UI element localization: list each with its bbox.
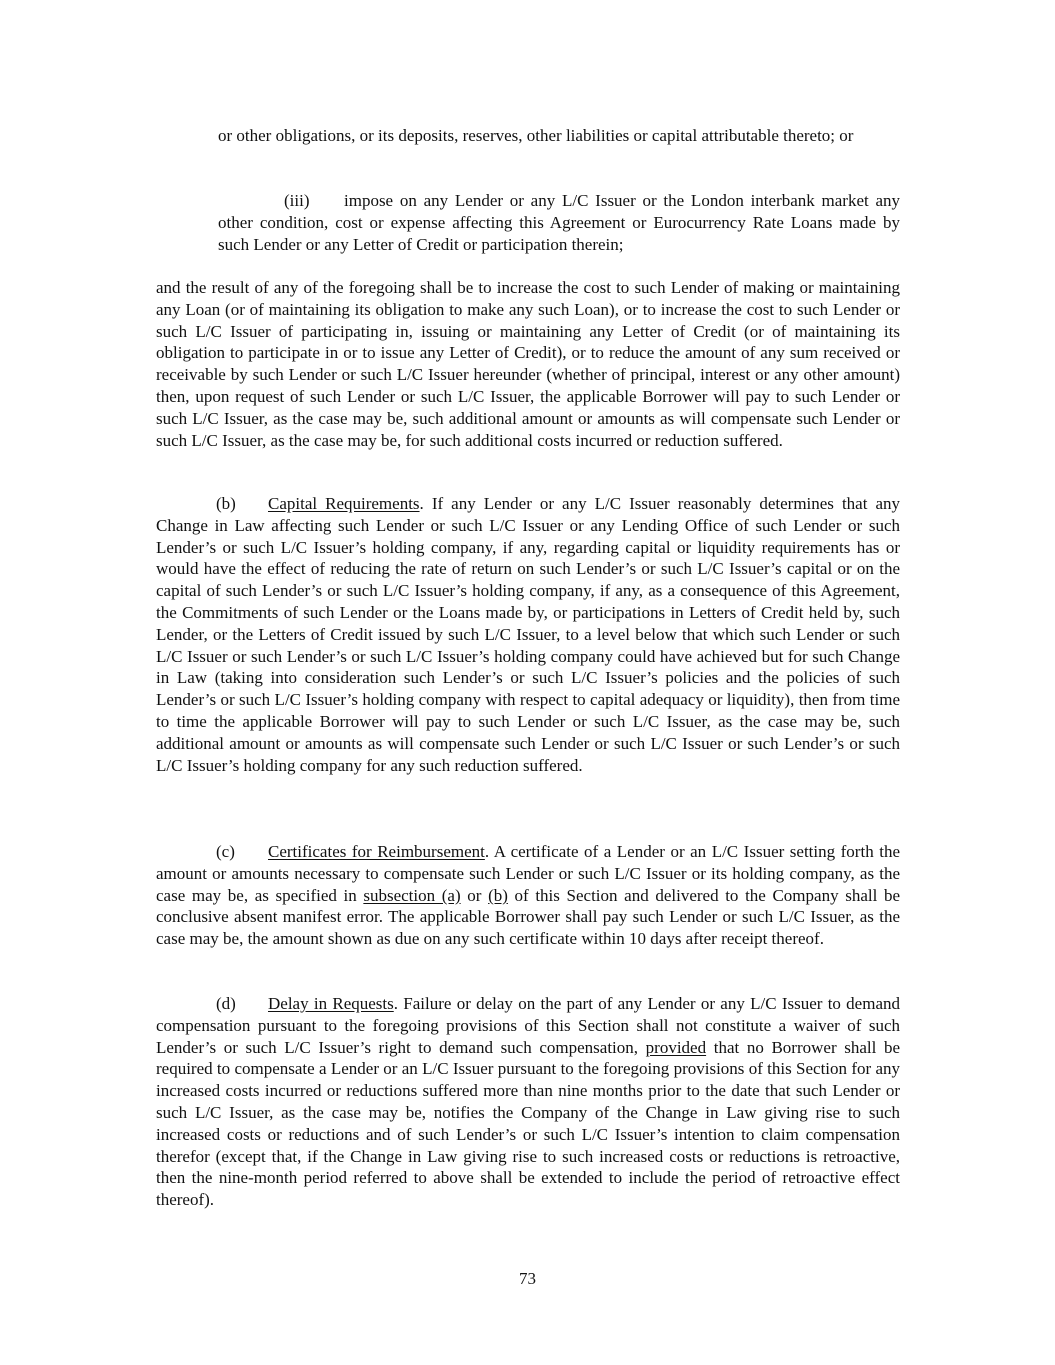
section-b-text: . If any Lender or any L/C Issuer reasonably determines that any Change in Law affecting such Lender or such L/C Issuer or any Lending Office of such Lender or such Lender’s or such L/C Issuer’s holding company, if any, regarding capital or liquidity requirements has or would have the effect of reducing the rate of return on such Lender’s or such L/C Issuer’s capital or on the capital of such Lender’s or such L/C Issuer’s holding company, if any, as a consequence of this Agreement, the Commitments of such Lender or the Loans made by, or participations in Letters of Credit held by, such Lender, or the Letters of Credit issued by such L/C Issuer, to a level below that which such Lender or such L/C Issuer or such Lender’s or such L/C Issuer’s holding company could have achieved but for such Change in Law (taking into consideration such Lender’s or such L/C Issuer’s policies and the policies of such Lender’s or such L/C Issuer’s holding company with respect to capital adequacy or liquidity), then from time to time the applicable Borrower will pay to such Lender or such L/C Issuer, as the case may be, such additional amount or amounts as will compensate such Lender or such L/C Issuer or such Lender’s or such L/C Issuer’s holding company for any such reduction suffered. <box>156 494 900 775</box>
section-d-text-part-1: . Failure or delay on the part of any Lender or any L/C Issuer to demand compensation pursuant to the foregoing provisions of this Section shall not constitute a waiver of such Lender’s or such L/C Issuer’s right to demand such compensation, <box>156 994 900 1057</box>
clause-iii-number: (iii) <box>284 191 310 210</box>
section-d-heading: Delay in Requests <box>268 994 394 1013</box>
section-c-heading: Certificates for Reimbursement <box>268 842 485 861</box>
section-c-text-part-1: . A certificate of a Lender or an L/C Issuer setting forth the amount or amounts necessary to compensate such Lender or such L/C Issuer or its holding company, as the case may be, as specified in <box>156 842 900 905</box>
proviso-term: provided <box>645 1037 707 1057</box>
section-d-label: (d) <box>216 994 236 1013</box>
section-b-label: (b) <box>216 494 236 513</box>
section-b-capital-requirements <box>156 493 900 776</box>
subsection-b-reference: (b) <box>488 885 508 905</box>
page-number: 73 <box>519 1269 536 1288</box>
section-d-delay-in-requests <box>156 993 900 1211</box>
section-c-text-part-2: or <box>460 885 489 905</box>
section-d-text-part-2: that no Borrower shall be required to compensate a Lender or an L/C Issuer pursuant to the foregoing provisions of this Section for any increased costs incurred or reductions suffered more than nine months prior to the date that such Lender or such L/C Issuer, as the case may be, notifies the Company of the Change in Law giving rise to such increased costs or reductions and of such Lender’s or such L/C Issuer’s intention to claim compensation therefor (except that, if the Change in Law giving rise to such increased costs or reductions is retroactive, then the nine-month period referred to above shall be extended to include the period of retroactive effect thereof). <box>156 1037 900 1210</box>
section-b-heading: Capital Requirements <box>268 494 420 513</box>
continued-clause-text: or other obligations, or its deposits, reserves, other liabilities or capital attributable thereto; or <box>218 126 854 145</box>
section-c-certificates <box>156 841 900 950</box>
clause-iii <box>218 190 900 255</box>
clause-iii-text: impose on any Lender or any L/C Issuer or the London interbank market any other condition, cost or expense affecting this Agreement or Eurocurrency Rate Loans made by such Lender or any Letter of Credit or participation therein; <box>218 191 900 254</box>
subsection-a-reference: subsection (a) <box>363 885 461 905</box>
result-paragraph: and the result of any of the foregoing shall be to increase the cost to such Lender of making or maintaining any Loan (or of maintaining its obligation to make any such Loan), or to increase the cost to such Lender or such L/C Issuer of participating in, issuing or maintaining any Letter of Credit (or of maintaining its obligation to participate in or to issue any Letter of Credit), or to reduce the amount of any sum received or receivable by such Lender or such L/C Issuer hereunder (whether of principal, interest or any other amount) then, upon request of such Lender or such L/C Issuer, the applicable Borrower will pay to such Lender or such L/C Issuer, as the case may be, such additional amount or amounts as will compensate such Lender or such L/C Issuer, as the case may be, for such additional costs incurred or reduction suffered. <box>156 278 900 450</box>
section-c-text-part-3: of this Section and delivered to the Company shall be conclusive absent manifest error. The applicable Borrower shall pay such Lender or such L/C Issuer, as the case may be, the amount shown as due on any such certificate within 10 days after receipt thereof. <box>156 885 900 949</box>
section-c-label: (c) <box>216 842 235 861</box>
